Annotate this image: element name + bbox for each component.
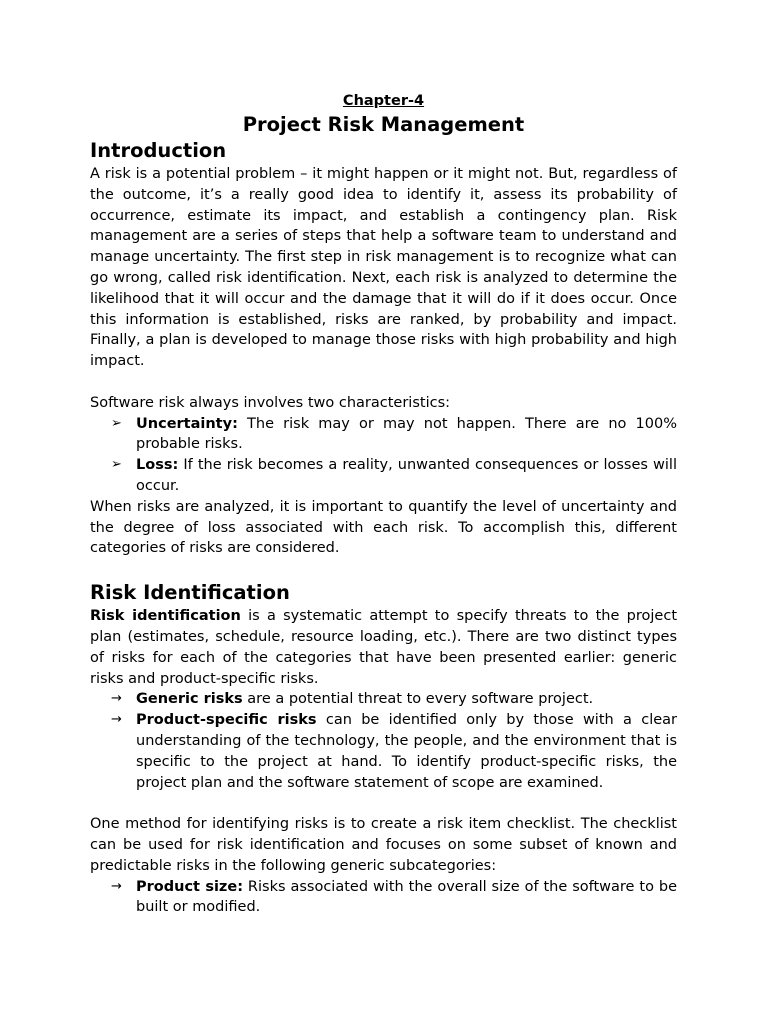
list-item-text: can be identified only by those with a clear understanding of the technology, the people, and the environment that is specific to the project at hand. To identify product-specific risks, the project plan and the software statement of scope are examined. bbox=[136, 712, 677, 791]
list-item-term: Loss: bbox=[136, 457, 179, 474]
list-item-text: are a potential threat to every software project. bbox=[242, 691, 594, 708]
characteristics-lead: Software risk always involves two characteristics: bbox=[90, 394, 451, 411]
arrowhead-bullet-icon: ➢ bbox=[111, 457, 122, 473]
arrowhead-bullet-icon: ➢ bbox=[111, 415, 122, 431]
list-item bbox=[90, 710, 677, 793]
introduction-heading: Introduction bbox=[90, 139, 227, 162]
document-page bbox=[90, 90, 677, 918]
list-item-text: The risk may or may not happen. There are no 100% probable risks. bbox=[136, 415, 677, 453]
spacer bbox=[90, 372, 677, 393]
subcategories-list bbox=[90, 877, 677, 919]
list-item-term: Product-specific risks bbox=[136, 712, 317, 729]
risk-identification-heading: Risk Identification bbox=[90, 581, 290, 605]
inline-text: is a systematic attempt to specify threats to the project plan (estimates, schedule, resource loading, etc.). There are two distinct types of risks for each of the categories that have been presented earlier: generic risks and product-specific risks. bbox=[90, 608, 678, 687]
introduction-paragraph: A risk is a potential problem – it might happen or it might not. But, regardless of the outcome, it’s a really good idea to identify it, assess its probability of occurrence, estimate its impact, and establish a contingency plan. Risk management are a series of steps that help a software team to understand and manage uncertainty. The first step in risk management is to recognize what can go wrong, called risk identification. Next, each risk is analyzed to determine the likelihood that it will occur and the damage that it will do if it does occur. Once this information is established, risks are ranked, by probability and impact. Finally, a plan is developed to manage those risks with high probability and high impact. bbox=[90, 166, 677, 370]
spacer bbox=[90, 559, 677, 580]
checklist-paragraph: One method for identifying risks is to create a risk item checklist. The checklist can be used for risk identification and focuses on some subset of known and predictable risks in the following generic subcategories: bbox=[90, 816, 677, 874]
risk-identification-paragraph bbox=[90, 606, 677, 689]
list-item bbox=[90, 689, 677, 710]
list-item bbox=[90, 414, 677, 456]
document-title: Project Risk Management bbox=[242, 113, 525, 136]
list-item-term: Generic risks bbox=[136, 691, 243, 708]
arrow-bullet-icon: → bbox=[111, 712, 122, 728]
inline-term: Risk identification bbox=[90, 608, 241, 625]
arrow-bullet-icon: → bbox=[111, 878, 122, 894]
list-item bbox=[90, 455, 677, 497]
chapter-label: Chapter-4 bbox=[342, 93, 425, 109]
characteristics-list bbox=[90, 414, 677, 497]
list-item-text: Risks associated with the overall size of the software to be built or modified. bbox=[136, 878, 677, 916]
spacer bbox=[90, 793, 677, 814]
arrow-bullet-icon: → bbox=[111, 691, 122, 707]
list-item-text: If the risk becomes a reality, unwanted consequences or losses will occur. bbox=[136, 457, 677, 494]
list-item bbox=[90, 877, 677, 919]
characteristics-closing: When risks are analyzed, it is important to quantify the level of uncertainty and the degree of loss associated with each risk. To accomplish this, different categories of risks are considered. bbox=[90, 498, 677, 557]
list-item-term: Uncertainty: bbox=[136, 415, 238, 432]
list-item-term: Product size: bbox=[136, 878, 244, 895]
risk-types-list bbox=[90, 689, 677, 793]
